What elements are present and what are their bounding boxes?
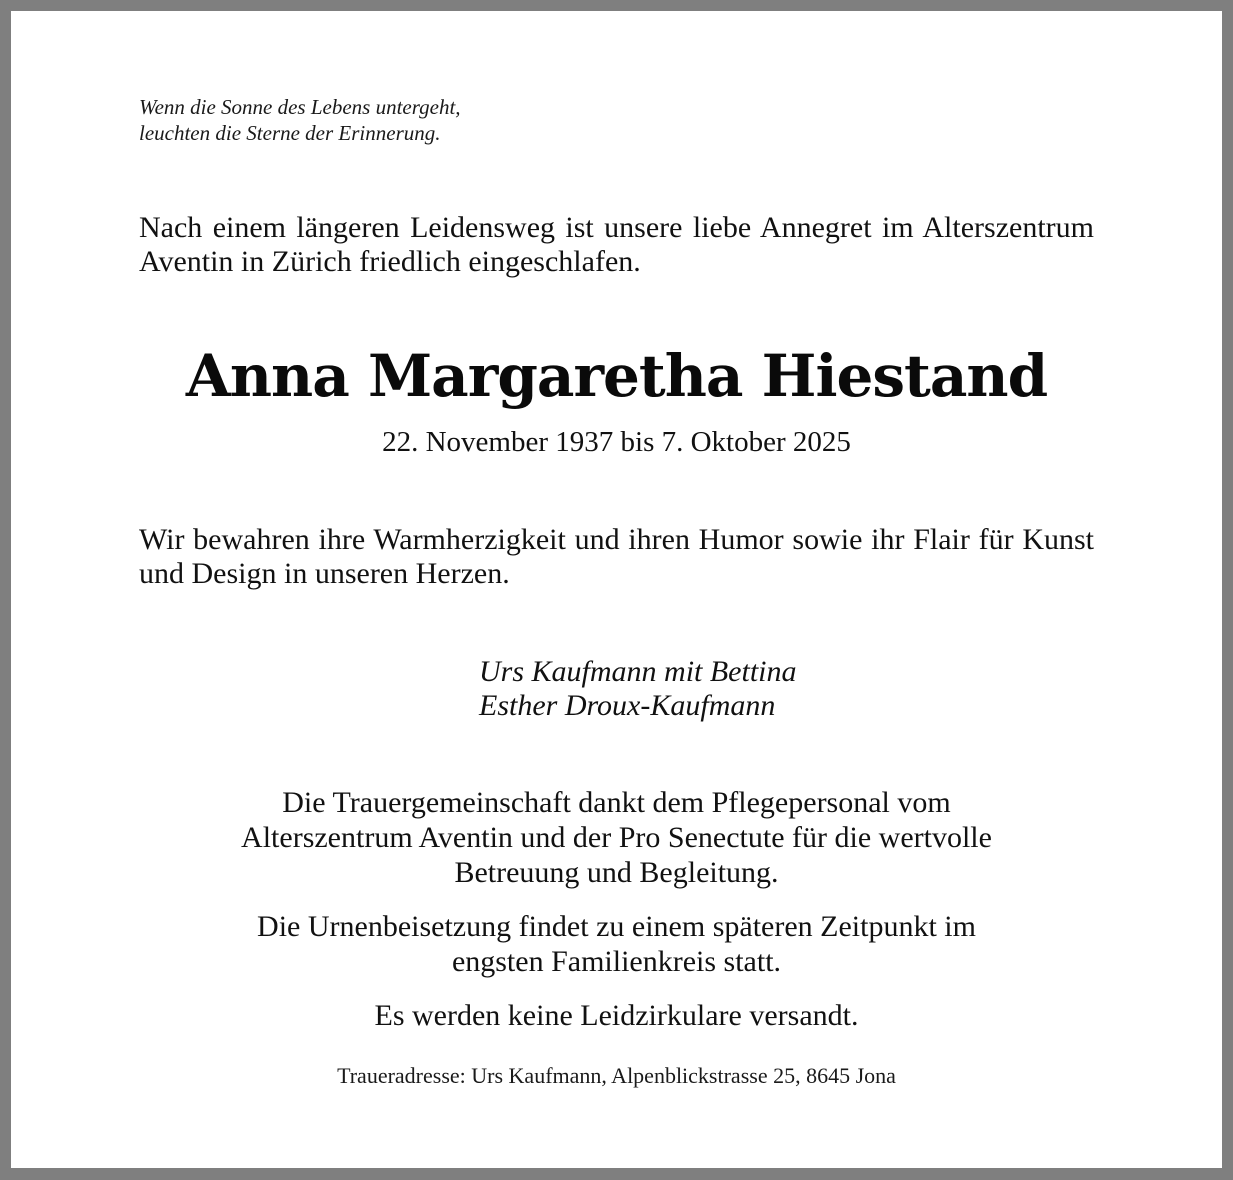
motto-quote [139,94,461,146]
no-circulars-notice: Es werden keine Leidzirkulare versandt. [374,999,859,1032]
burial-line: Die Urnenbeisetzung findet zu einem späteren Zeitpunkt im [257,910,976,943]
mourner-name: Esther Droux-Kaufmann [479,689,776,722]
life-dates: 22. November 1937 bis 7. Oktober 2025 [382,426,851,458]
mourning-address: Traueradresse: Urs Kaufmann, Alpenblickstrasse 25, 8645 Jona [337,1063,896,1088]
memory-paragraph [139,523,1094,591]
memory-line: Wir bewahren ihre Warmherzigkeit und ihren Humor sowie ihr [139,523,905,556]
burial-paragraph [11,909,1222,979]
intro-line: Alterszentrum Aventin in Zürich friedlich eingeschlafen. [139,211,1094,278]
burial-line: engsten Familienkreis statt. [451,945,782,978]
deceased-name: Anna Margaretha Hiestand [185,342,1048,410]
memory-line: Flair für Kunst und Design in unseren Herzen. [139,523,1094,590]
thanks-line: Betreuung und Begleitung. [454,856,779,889]
motto-line: Wenn die Sonne des Lebens untergeht, [139,95,461,119]
motto-line: leuchten die Sterne der Erinnerung. [139,121,441,145]
thanks-paragraph [11,785,1222,890]
thanks-line: Die Trauergemeinschaft dankt dem Pflegepersonal vom [282,786,951,819]
thanks-line: Alterszentrum Aventin und der Pro Senectute für die wertvolle [241,821,992,854]
mourners-list [479,655,797,723]
intro-paragraph [139,211,1094,279]
intro-line: Nach einem längeren Leidensweg ist unsere liebe Annegret im [139,211,914,244]
obituary-card [11,11,1222,1168]
mourner-name: Urs Kaufmann mit Bettina [479,655,797,688]
